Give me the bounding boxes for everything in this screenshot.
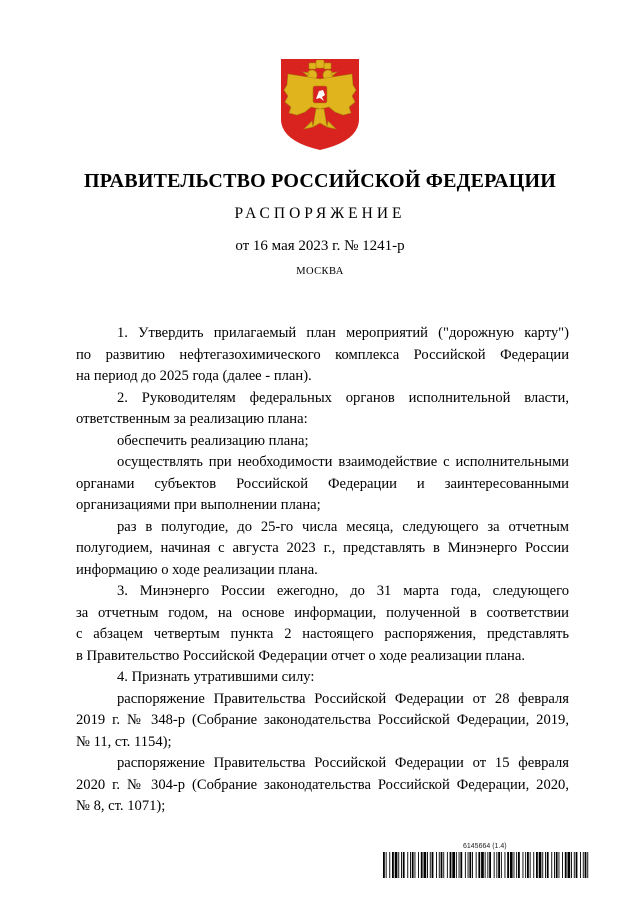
barcode-bar bbox=[452, 852, 455, 878]
barcode-bar bbox=[516, 852, 517, 878]
barcode-bar bbox=[576, 852, 578, 878]
body-line: 4. Признать утратившими силу: bbox=[117, 669, 315, 685]
document-date-number: от 16 мая 2023 г. № 1241-р bbox=[235, 238, 405, 254]
barcode-bar bbox=[478, 852, 480, 878]
barcode-bar bbox=[525, 852, 526, 878]
barcode-bar bbox=[443, 852, 444, 878]
barcode-bar bbox=[389, 852, 390, 878]
barcode-bar bbox=[383, 852, 385, 878]
body-line: № 8, ст. 1071); bbox=[76, 798, 166, 814]
barcode-bar bbox=[533, 852, 534, 878]
barcode-bar bbox=[527, 852, 529, 878]
barcode-bar bbox=[412, 852, 414, 878]
barcode-bar bbox=[456, 852, 457, 878]
barcode-bar bbox=[507, 852, 509, 878]
barcode-bar bbox=[430, 852, 431, 878]
barcode-bar bbox=[542, 852, 543, 878]
body-line: 3. Минэнерго России ежегодно, до 31 марта года, следующего bbox=[117, 583, 569, 599]
barcode-bar bbox=[469, 852, 471, 878]
barcode-bar bbox=[559, 852, 560, 878]
barcode-bar bbox=[554, 852, 555, 878]
body-line: осуществлять при необходимости взаимодействие с исполнительными bbox=[117, 454, 569, 470]
government-title: ПРАВИТЕЛЬСТВО РОССИЙСКОЙ ФЕДЕРАЦИИ bbox=[84, 170, 556, 192]
barcode-bar bbox=[436, 852, 437, 878]
barcode-bar bbox=[556, 852, 558, 878]
barcode-bar bbox=[407, 852, 408, 878]
body-line: 2020 г. № 304-р (Собрание законодательства Российской Федерации, 2020, bbox=[76, 777, 569, 793]
barcode-bar bbox=[415, 852, 416, 878]
body-line: в Правительство Российской Федерации отчет о ходе реализации плана. bbox=[76, 648, 525, 664]
barcode-bar bbox=[536, 852, 538, 878]
barcode-bar bbox=[489, 852, 491, 878]
barcode-bar bbox=[386, 852, 387, 878]
barcode-bar bbox=[539, 852, 542, 878]
barcode-bar bbox=[398, 852, 399, 878]
barcode-bar bbox=[545, 852, 546, 878]
barcode-bar bbox=[583, 852, 584, 878]
barcode-bar bbox=[468, 852, 469, 878]
barcode-bar bbox=[574, 852, 575, 878]
barcode-bar bbox=[427, 852, 428, 878]
body-line: органами субъектов Российской Федерации и заинтересованными bbox=[76, 476, 569, 492]
body-line: распоряжение Правительства Российской Федерации от 28 февраля bbox=[117, 691, 569, 707]
barcode-bar bbox=[565, 852, 567, 878]
body-line: на период до 2025 года (далее - план). bbox=[76, 368, 312, 384]
barcode-bar bbox=[472, 852, 473, 878]
barcode-bar bbox=[510, 852, 513, 878]
barcode-bar bbox=[392, 852, 394, 878]
barcode-bar bbox=[418, 852, 419, 878]
body-line: распоряжение Правительства Российской Федерации от 15 февраля bbox=[117, 755, 569, 771]
barcode-bar bbox=[439, 852, 440, 878]
body-line: организациями при выполнении плана; bbox=[76, 497, 321, 513]
barcode-bar bbox=[481, 852, 484, 878]
barcode-bar bbox=[530, 852, 531, 878]
barcode-bar bbox=[523, 852, 524, 878]
coat-of-arms-emblem bbox=[279, 57, 361, 151]
barcode-bar bbox=[518, 852, 520, 878]
barcode-bar bbox=[476, 852, 477, 878]
barcode-bar bbox=[580, 852, 581, 878]
body-line: 2. Руководителям федеральных органов исполнительной власти, bbox=[117, 390, 569, 406]
barcode-bar bbox=[424, 852, 427, 878]
body-line: по развитию нефтегазохимического комплекса Российской Федерации bbox=[76, 347, 569, 363]
barcode-bar bbox=[547, 852, 549, 878]
barcode-bar bbox=[487, 852, 488, 878]
barcode-bar bbox=[485, 852, 486, 878]
barcode-bar bbox=[395, 852, 398, 878]
body-line: раз в полугодие, до 25-го числа месяца, следующего за отчетным bbox=[117, 519, 569, 535]
body-line: № 11, ст. 1154); bbox=[76, 734, 172, 750]
document-city: МОСКВА bbox=[296, 266, 344, 277]
barcode bbox=[383, 852, 591, 878]
barcode-bar bbox=[571, 852, 572, 878]
barcode-bar bbox=[501, 852, 502, 878]
barcode-bar bbox=[562, 852, 563, 878]
barcode-bar bbox=[460, 852, 462, 878]
barcode-bar bbox=[403, 852, 405, 878]
barcode-bar bbox=[459, 852, 460, 878]
body-line: за отчетным годом, на основе информации, полученной в соответствии bbox=[76, 605, 569, 621]
body-line: информацию о ходе реализации плана. bbox=[76, 562, 318, 578]
barcode-bar bbox=[447, 852, 448, 878]
body-line: обеспечить реализацию плана; bbox=[117, 433, 309, 449]
barcode-bar bbox=[551, 852, 552, 878]
barcode-bar bbox=[498, 852, 500, 878]
barcode-bar bbox=[514, 852, 515, 878]
barcode-bar bbox=[587, 852, 588, 878]
body-line: с абзацем четвертым пункта 2 настоящего распоряжения, представлять bbox=[76, 626, 569, 642]
body-line: 2019 г. № 348-р (Собрание законодательства Российской Федерации, 2019, bbox=[76, 712, 569, 728]
barcode-bar bbox=[441, 852, 443, 878]
barcode-bar bbox=[410, 852, 411, 878]
body-line: полугодием, начиная с августа 2023 г., представлять в Минэнерго России bbox=[76, 540, 569, 556]
body-line: ответственным за реализацию плана: bbox=[76, 411, 308, 427]
barcode-bar bbox=[450, 852, 452, 878]
barcode-bar bbox=[494, 852, 495, 878]
barcode-bar bbox=[585, 852, 587, 878]
barcode-number: 6145664 (1.4) bbox=[463, 843, 507, 850]
barcode-bar bbox=[432, 852, 434, 878]
barcode-bar bbox=[421, 852, 423, 878]
barcode-bar bbox=[505, 852, 506, 878]
body-line: 1. Утвердить прилагаемый план мероприятий ("дорожную карту") bbox=[117, 325, 569, 341]
document-type: РАСПОРЯЖЕНИЕ bbox=[234, 205, 406, 222]
barcode-bar bbox=[401, 852, 402, 878]
barcode-bar bbox=[568, 852, 571, 878]
barcode-bar bbox=[496, 852, 497, 878]
barcode-bar bbox=[465, 852, 466, 878]
